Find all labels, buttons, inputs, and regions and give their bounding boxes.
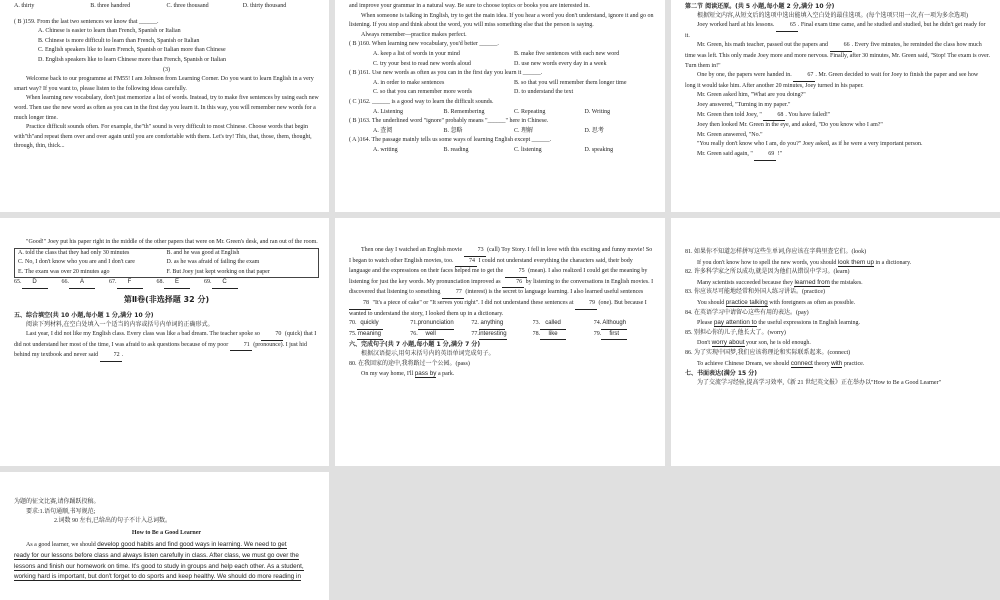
blank-66[interactable]: 66 [830,41,852,52]
section-heading: 第二节 阅读还原。(共 5 小题,每小题 2 分,满分 10 分) [685,3,835,10]
options-box [14,248,319,279]
answer-68[interactable]: E [164,278,190,289]
option: C. listening [514,146,542,153]
answer-72[interactable]: anything [479,319,505,330]
paragraph: Mr. Green, his math teacher, passed out the papers and 66 . Every five minutes, he reminded the class how much time was left. This only made Joey more and more nervous. Finally, after 30 minutes, Mr. Green said, "Stop! The exam is over. Turn them in!" [685,42,990,69]
answer-75[interactable]: meaning [357,330,383,341]
option: C. so that you can remember more words [373,89,472,96]
option: F. But Joey just kept working on that paper [166,268,270,275]
option: D. speaking [584,146,614,153]
passage-number: (3) [163,66,170,73]
page-5 [335,218,665,466]
option: D. 思考 [584,127,604,134]
option: A. writing [373,146,398,153]
paragraph: Practice difficult sounds often. For example, the"th" sound is very difficult to most Chinese. Choose words that begin with"th"and repeat them over and over again until you are comfortable with them. Let's try! This, that, those, them, thought, through, thin, thick... [14,124,312,150]
page-1 [0,0,329,212]
section-heading: 六、完成句子(共 7 小题,每小题 1 分,满分 7 分) [349,341,481,349]
option: C. English speakers like to learn French, Spanish or Italian more than Chinese [38,47,226,54]
paragraph: and improve your grammar in a natural way. Be sure to choose topics or books you are interested in. [349,3,590,9]
option: A. keep a list of words in your mind [373,50,460,57]
option: A. told the class that they had only 30 minutes [18,249,130,256]
option: B. reading [443,146,469,153]
option: A. in order to make sentences [373,79,445,86]
essay-line [14,562,319,573]
part-title: 第Ⅱ卷(非选择题 32 分) [123,294,210,304]
option: C. Repeating [514,108,546,115]
essay-title: How to Be a Good Learner [131,529,202,536]
option: A. 查阅 [373,127,393,134]
essay-line [14,572,319,583]
paragraph: "You really don't know who I am, do you?" Joey asked, as if he were a very important person. [697,141,923,148]
option: D. Writing [584,108,611,115]
question-86: 86. 为了实现中国梦,我们应该将理论和实际联系起来。(connect) [685,349,851,356]
option: B. Remembering [443,108,485,115]
answer-74[interactable]: Although [601,319,627,330]
paragraph: Mr. Green asked him, "What are you doing?" [697,92,806,99]
answer-line: Many scientists succeeded because they learned from the mistakes. [697,278,863,286]
paragraph: When someone is talking in English, try to get the main idea. If you hear a word you don't understand, ignore it and go on listening. If you stop and think about the word, you will miss something else that the person is saying. [349,12,654,29]
blank-78[interactable]: 78 [349,299,371,310]
question-83: 83. 你应该尽可能地经常和外国人练习讲话。(practice) [685,289,825,296]
blank-69[interactable]: 69 [754,150,776,161]
paragraph: Joey answered, "Turning in my paper." [697,101,791,108]
paragraph: Last year, I did not like my English class. Every class was like a bad dream. The teacher spoke so 70 (quick) that I did not understand her most of the time, I was afraid to ask questions because of my poor 71 (pronounce). I just hid behind my textbook and never said 72 . [14,330,319,362]
answer-71[interactable]: pronunciation [418,319,454,330]
blank-72[interactable]: 72 [100,351,122,362]
option: D. to understand the text [514,89,574,96]
paragraph: Mr. Green said again, " 69 !" [685,150,990,161]
question-163: ( B )163. The underlined word "ignore" probably means "______" here in Chinese. [349,118,549,125]
page-2 [335,0,665,212]
answer-line: On my way home, I'll pass by a park. [361,370,455,378]
instruction: 阅读下列材料,在空白处填入一个适当的内容或括号内单词的正确形式。 [26,321,214,328]
answer-65[interactable]: D [22,278,48,289]
answer-73[interactable]: called [540,319,566,330]
answer-86b[interactable]: with [831,359,843,367]
blank-74[interactable]: 74 [455,257,477,268]
option: B. make five sentences with each new word [514,50,620,57]
paragraph: Then one day I watched an English movie 73 (call) Toy Story. I fell in love with this exciting and funny movie! So I began to watch other English movies, too. 74 I could not understand everything the characters said, their body language and the expressions on their faces helped me to get the 75 (mean). I also realized I could get the meaning by listening for just the key words. My pronunciation improved as 76 by listening to the conversations in English movies. I discovered that listening to something 77 (interest) is the secret to language learning. I also learned useful sentences 78 "It's a piece of cake" or "It serves you right". I did not understand these sentences at 79 (one). But because I wanted to understand the story, I looked them up in a dictionary. [349,247,654,317]
essay-handwriting[interactable]: lessons and finish our homework on time. It's good to study in groups and help each other. As a student, [14,562,304,570]
essay-line [14,551,319,562]
question-161: ( B )161. Use new words as often as you can in the first day you learn it ______. [349,70,543,77]
question-84: 84. 在英语学习中请留心这些有用的表达。(pay) [685,309,809,316]
option: D. as he was afraid of failing the exam [166,259,260,266]
paragraph: Mr. Green then told Joey, " 68 . You have failed!" [685,111,990,122]
page-7 [0,472,329,600]
paragraph: "Good!" Joey put his paper right in the middle of the other papers that were on Mr. Green's desk, and ran out of the room. [26,239,318,245]
paragraph: Mr. Green answered, "No." [697,131,763,138]
option: B. Chinese is more difficult to learn than French, Spanish or Italian [38,37,200,44]
question-160: ( B )160. When learning new vocabulary, you'd better ______. [349,41,499,48]
blank-70[interactable]: 70 [261,330,283,341]
blank-68[interactable]: 68 [763,111,785,122]
answer-67[interactable]: F [117,278,143,289]
requirement: 2.词数 90 左右,已给出的句子不计入总词数。 [54,518,172,525]
option: D. thirty thousand [242,3,287,9]
blank-67[interactable]: 67 [793,71,815,82]
blank-75[interactable]: 75 [505,267,527,278]
question-82: 82. 许多科学家之所以成功,就是因为他们从错误中学习。(learn) [685,269,850,276]
answer-78[interactable]: like [540,330,566,341]
answer-line: Please pay attention to the useful expressions in English learning. [697,319,861,327]
answer-line: If you don't know how to spell the new words, you should look them up in a dictionary. [697,258,912,266]
question-80: 80. 在我回家的途中,我将路过一个公园。(pass) [349,360,470,367]
option: D. use new words every day in a week [514,60,607,67]
page-6 [671,218,1000,466]
blank-77[interactable]: 77 [442,288,464,299]
answer-69[interactable]: C [212,278,238,289]
answer-grid: 70. quickly 71.pronunciation 72. anything 73. called 74.Although 75.meaning 76. well 77.interesting 78. like 79. first [349,319,655,340]
option: A. Chinese is easier to learn than French, Spanish or Italian [38,28,181,35]
essay-line: As a good learner, we should develop good habits and find good ways in learning. We need to get [26,541,287,549]
answer-line: You should practice talking with foreigners as often as possible. [697,298,856,306]
blank-71[interactable]: 71 [230,341,252,352]
essay-handwriting[interactable]: ready for our lessons before class and always listen carefully in class. After class, we must go over the [14,551,299,559]
answer-86a[interactable]: connect [790,359,813,367]
answer-83[interactable]: practice talking [725,298,768,306]
paragraph: Always remember—practice makes perfect. [361,31,467,38]
answer-84[interactable]: pay attention to [713,319,757,327]
section-heading: 五、综合填空(共 10 小题,每小题 1 分,满分 10 分) [14,311,154,319]
option: C. three thousand [166,3,209,9]
blank-73[interactable]: 73 [464,246,486,257]
paragraph: Welcome back to our programme at FM55! I am Johnson from Learning Corner. Do you want to learn English in a very smart way? If you want to, please listen to the following ideas carefully. [14,76,314,92]
question-81: 81. 如果你不知道怎样拼写这些生单词,你应该在字典里查它们。(look) [685,249,867,255]
paragraph: Joey then looked Mr. Green in the eye, and asked, "Do you know who I am?" [697,122,883,129]
essay-handwriting[interactable]: working hard is important, but don't forget to do sports and keep healthy. We should do more reading in [14,573,301,581]
requirement: 要求:1.语句通顺,书写规范; [26,508,96,515]
answer-row: 65. D 66. A 67. F 68. E 69. C [14,278,319,289]
instruction: 根据短文内容,从短文后的选项中选出能填入空白处的最佳选项。(每个选项只用一次,有一项为多余选项) [697,12,968,19]
options-row [14,2,319,12]
answer-line: Don't worry about your son, he is old enough. [697,339,811,347]
answer-line: To achieve Chinese Dream, we should connect theory with practice. [697,359,865,367]
question-159: ( B )159. From the last two sentences we know that ______. [14,18,159,25]
instruction: 为题的征文比赛,请你踊跃投稿。 [14,499,100,505]
option: E. The exam was over 20 minutes ago [18,268,110,275]
answer-81[interactable]: look them up [837,258,874,266]
blank-79[interactable]: 79 [575,299,597,310]
paragraph: When learning new vocabulary, don't just memorize a list of words. Instead, try to make five sentences by using each new word. Then use the new word as often as you can in the first day you learn it. In this way, you will remember new words for a much longer time. [14,95,319,121]
answer-85[interactable]: worry about [711,339,745,347]
question-164: ( A )164. The passage mainly tells us some ways of learning English except ______. [349,137,552,144]
answer-76[interactable]: well [418,330,444,341]
option: A. Listening [373,108,403,115]
option: A. thirty [14,3,35,9]
option: C. No, I don't know who you are and I don't care [18,259,135,266]
answer-70[interactable]: quickly [357,319,383,330]
essay-handwriting[interactable]: develop good habits and find good ways in learning. We need to get [97,541,287,549]
instruction: 根据汉语提示,用句末括号内的英语单词完成句子。 [361,350,495,357]
option: D. English speakers like to learn Chinese more than French, Spanish or Italian [38,56,226,63]
section-heading: 七、书面表达(满分 15 分) [685,370,758,378]
blank-65[interactable]: 65 [776,21,798,32]
option: C. try your best to read new words aloud [373,60,471,67]
blank-76[interactable]: 76 [502,278,524,289]
page-4 [0,218,329,466]
paragraph: One by one, the papers were handed in. 67 . Mr. Green decided to wait for Joey to finish the paper and see how long it would take him. After another 20 minutes, Joey turned in his paper. [685,72,979,89]
answer-66[interactable]: A [69,278,95,289]
option: B. so that you will remember them longer time [514,79,627,86]
question-162: ( C )162. ______ is a good way to learn the difficult sounds. [349,98,494,105]
option: B. 忽略 [443,127,463,134]
option: C. 理解 [514,127,534,134]
question-85: 85. 别担心你的儿子,他长大了。(worry) [685,329,786,336]
option: B. and he was good at English [166,249,240,256]
page-3 [671,0,1000,212]
answer-80[interactable]: pass by [414,370,437,378]
answer-79[interactable]: first [601,330,627,341]
instruction: 为了交流学习经验,提高学习效率,《新 21 世纪英文报》正在举办以"How to Be a Good Learner" [697,379,942,386]
answer-82[interactable]: learned from [794,278,830,286]
option: B. three handred [90,3,131,9]
answer-77[interactable]: interesting [479,330,507,341]
paragraph: Joey worked hard at his lessons. 65 . Final exam time came, and he studied and studied, but he didn't get ready for it. [685,22,986,39]
